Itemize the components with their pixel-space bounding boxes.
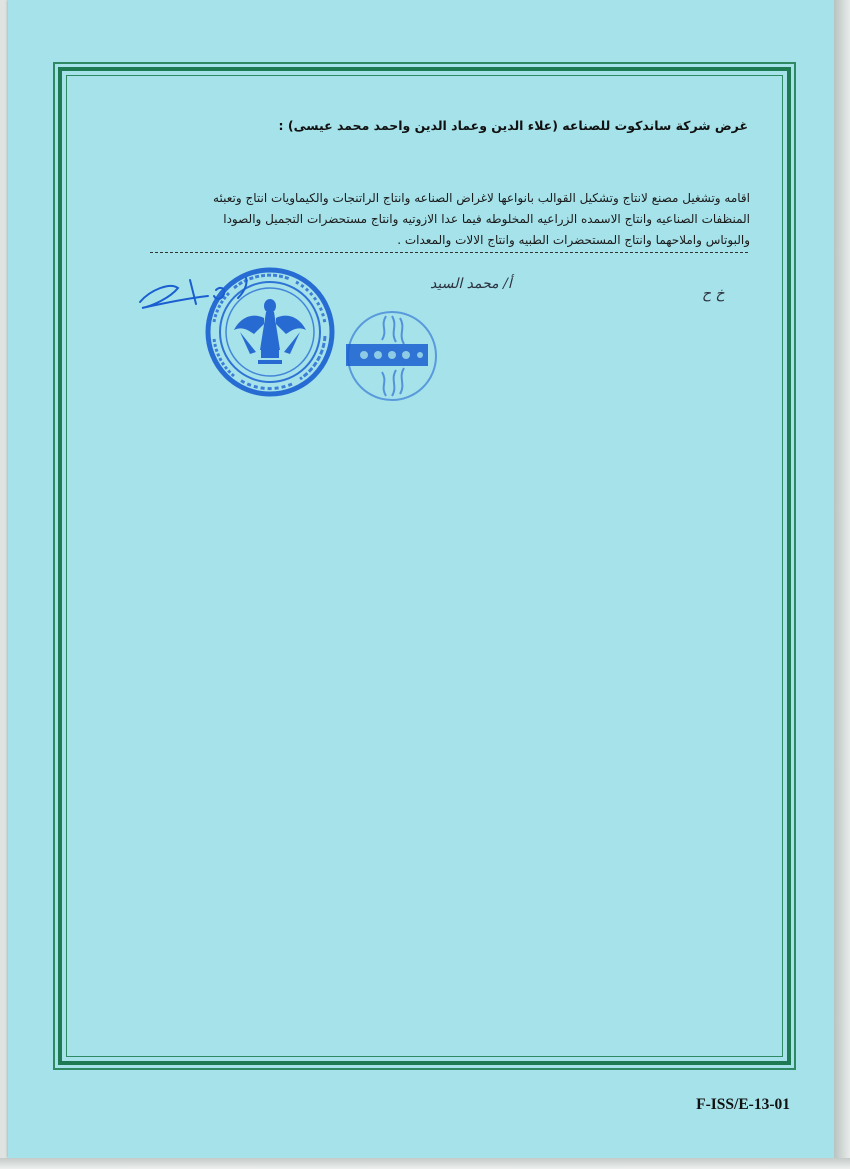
eagle-seal	[208, 270, 332, 394]
dashed-separator	[150, 252, 748, 253]
body-line-2: المنظفات الصناعيه وانتاج الاسمده الزراعيه المخلوطه فيما عدا الازوتيه وانتاج مستحضرات التجميل والصودا	[223, 212, 750, 226]
document-heading: غرض شركة ساندكوت للصناعه (علاء الدين وعماد الدين واحمد محمد عيسى) :	[278, 118, 748, 133]
page-bottom-shadow	[0, 1158, 850, 1169]
stamps-and-signature-graphic	[130, 260, 460, 410]
dated-seal	[346, 312, 436, 400]
signature-initials: خ ح	[702, 286, 725, 302]
form-code: F-ISS/E-13-01	[696, 1096, 790, 1113]
document-body	[98, 188, 750, 251]
body-line-3: والبوتاس واملاحهما وانتاج المستحضرات الطبيه وانتاج الالات والمعدات .	[397, 233, 750, 247]
body-line-1: اقامه وتشغيل مصنع لانتاج وتشكيل القوالب بانواعها لاغراض الصناعه وانتاج الراتنجات والكيماويات انتاج وتعبئه	[213, 191, 750, 205]
signature-name: أ/ محمد السيد	[430, 276, 512, 292]
page-edge-shadow	[834, 0, 850, 1169]
